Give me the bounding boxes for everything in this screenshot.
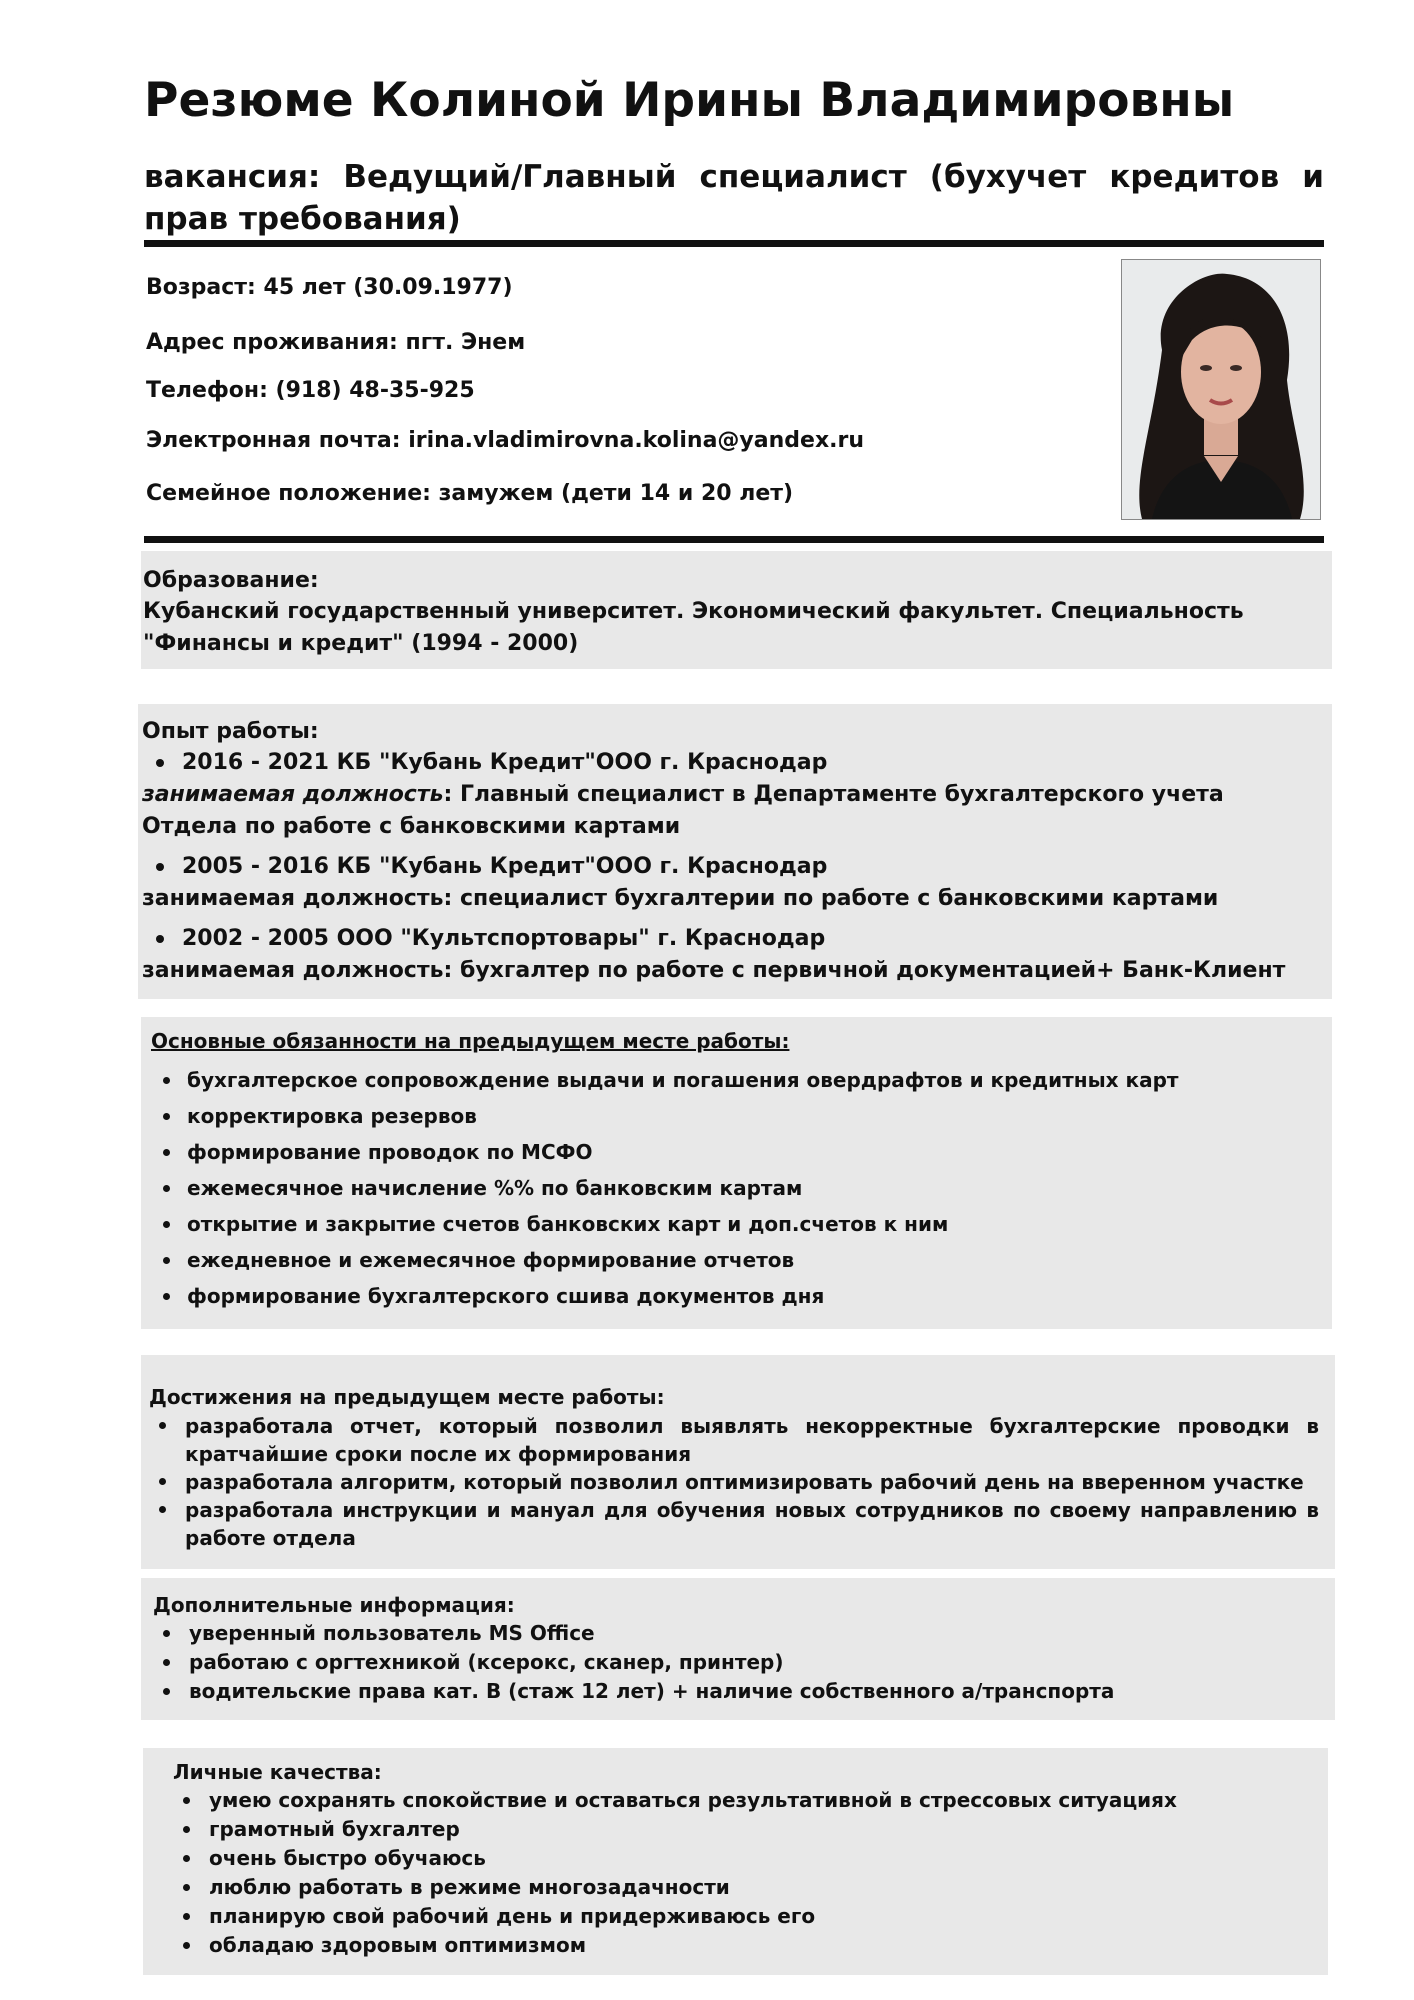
- achievements-heading: Достижения на предыдущем месте работы:: [149, 1385, 665, 1409]
- job-item: [142, 851, 1332, 883]
- job-position: [142, 779, 1282, 843]
- duty-item: открытие и закрытие счетов банковских карт и доп.счетов к ним: [151, 1211, 1332, 1237]
- job-period: 2016 - 2021 КБ "Кубань Кредит"ООО г. Краснодар: [182, 750, 828, 775]
- education-text: Кубанский государственный университет. Экономический факультет. Специальность "Финансы и кредит" (1994 - 2000): [143, 599, 1244, 656]
- job-position-label: занимаемая должность: [142, 782, 444, 807]
- duty-item: ежедневное и ежемесячное формирование отчетов: [151, 1247, 1332, 1273]
- phone-line: Телефон: (918) 48-35-925: [146, 378, 475, 403]
- email-line: Электронная почта: irina.vladimirovna.kolina@yandex.ru: [146, 428, 864, 453]
- vacancy-title: вакансия: Ведущий/Главный специалист (бухучет кредитов и прав требования): [144, 159, 1324, 237]
- duties-section: [141, 1017, 1332, 1329]
- address-line: Адрес проживания: пгт. Энем: [146, 330, 526, 355]
- achievements-list: [149, 1412, 1319, 1552]
- achievements-section: [141, 1355, 1335, 1569]
- quality-item: обладаю здоровым оптимизмом: [173, 1931, 1328, 1960]
- profile-photo: [1121, 259, 1321, 520]
- experience-list: [142, 747, 1332, 779]
- job-period: 2005 - 2016 КБ "Кубань Кредит"ООО г. Краснодар: [182, 854, 828, 879]
- achievement-item: разработала алгоритм, который позволил оптимизировать рабочий день на вверенном участке: [149, 1468, 1319, 1496]
- duty-item: формирование бухгалтерского сшива документов дня: [151, 1283, 1332, 1309]
- resume-title: Резюме Колиной Ирины Владимировны: [144, 73, 1235, 128]
- education-heading: Образование:: [143, 568, 319, 593]
- achievement-item: разработала инструкции и мануал для обучения новых сотрудников по своему направлению в работе отдела: [149, 1496, 1319, 1552]
- additional-item: водительские права кат. В (стаж 12 лет) + наличие собственного а/транспорта: [153, 1677, 1335, 1706]
- achievement-item: разработала отчет, который позволил выявлять некорректные бухгалтерские проводки в кратчайшие сроки после их формирования: [149, 1412, 1319, 1468]
- age-line: Возраст: 45 лет (30.09.1977): [146, 275, 513, 300]
- duties-heading: Основные обязанности на предыдущем месте работы:: [151, 1029, 790, 1053]
- job-item: [142, 923, 1332, 955]
- job-position: занимаемая должность: бухгалтер по работе с первичной документацией+ Банк-Клиент: [142, 958, 1286, 983]
- education-section: [141, 551, 1332, 669]
- job-item: [142, 747, 1332, 779]
- quality-item: грамотный бухгалтер: [173, 1815, 1328, 1844]
- job-position: занимаемая должность: специалист бухгалтерии по работе с банковскими картами: [142, 886, 1219, 911]
- duty-item: бухгалтерское сопровождение выдачи и погашения овердрафтов и кредитных карт: [151, 1067, 1332, 1093]
- personal-divider: [144, 536, 1324, 543]
- quality-item: планирую свой рабочий день и придерживаюсь его: [173, 1902, 1328, 1931]
- experience-heading: Опыт работы:: [142, 719, 319, 744]
- duty-item: ежемесячное начисление %% по банковским картам: [151, 1175, 1332, 1201]
- job-position-text: : Главный специалист в Департаменте бухгалтерского учета Отдела по работе с банковскими картами: [142, 782, 1224, 839]
- quality-item: люблю работать в режиме многозадачности: [173, 1873, 1328, 1902]
- quality-item: умею сохранять спокойствие и оставаться результативной в стрессовых ситуациях: [173, 1786, 1328, 1815]
- additional-item: работаю с оргтехникой (ксерокс, сканер, принтер): [153, 1648, 1335, 1677]
- duties-list: [151, 1067, 1332, 1309]
- additional-section: [141, 1578, 1335, 1720]
- additional-list: [153, 1619, 1335, 1706]
- top-divider: [144, 240, 1324, 247]
- duty-item: формирование проводок по МСФО: [151, 1139, 1332, 1165]
- job-period: 2002 - 2005 ООО "Культспортовары" г. Краснодар: [182, 926, 826, 951]
- additional-heading: Дополнительные информация:: [153, 1593, 515, 1617]
- experience-list: [142, 851, 1332, 883]
- additional-item: уверенный пользователь MS Office: [153, 1619, 1335, 1648]
- experience-section: [138, 704, 1332, 999]
- duty-item: корректировка резервов: [151, 1103, 1332, 1129]
- quality-item: очень быстро обучаюсь: [173, 1844, 1328, 1873]
- experience-list: [142, 923, 1332, 955]
- family-line: Семейное положение: замужем (дети 14 и 20 лет): [146, 481, 794, 506]
- qualities-section: [143, 1748, 1328, 1975]
- qualities-list: [173, 1786, 1328, 1960]
- portrait-image: [1122, 260, 1320, 519]
- qualities-heading: Личные качества:: [173, 1760, 382, 1784]
